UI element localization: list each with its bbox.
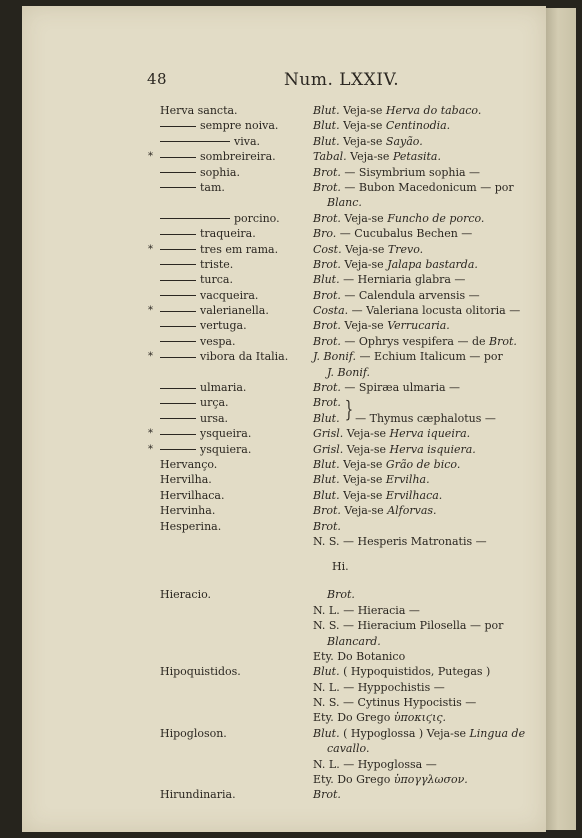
entry-reference [313, 618, 503, 633]
entry-term [160, 488, 224, 503]
entry-row [0, 226, 582, 241]
ditto-dash [160, 264, 196, 265]
source-abbreviation: Brot. [313, 519, 341, 533]
entry-term-text: vibora da Italia. [200, 350, 289, 364]
entry-term-text: viva. [234, 134, 261, 148]
ditto-dash [160, 434, 196, 435]
entry-reference [313, 603, 420, 618]
entry-term [160, 149, 276, 164]
entry-reference [313, 118, 450, 133]
entry-term-text: Hervinha. [160, 504, 216, 518]
entry-row [0, 149, 582, 164]
reference-text: Veja-se [344, 504, 384, 518]
entry-term-text: ulmaria. [200, 381, 247, 395]
cross-reference-term: cavallo. [327, 742, 370, 756]
ditto-dash [160, 187, 196, 188]
ditto-dash [160, 157, 196, 158]
entry-term [160, 211, 280, 226]
entry-term [160, 134, 260, 149]
source-abbreviation: Grisl. [313, 442, 344, 456]
entry-row [0, 426, 582, 441]
ditto-dash [160, 295, 196, 296]
entry-term [160, 180, 225, 195]
entry-reference [313, 318, 450, 333]
entry-reference [313, 710, 446, 725]
entry-term-text: vacqueira. [200, 288, 259, 302]
reference-text: N. S. — Hesperis Matronatis — [313, 534, 487, 548]
ditto-dash [160, 403, 196, 404]
cross-reference-term: Herva iqueira. [389, 427, 471, 441]
entry-term-text: tam. [200, 180, 225, 194]
section-heading: Hi. [332, 560, 349, 574]
entry-reference [313, 442, 476, 457]
asterisk-marker: * [148, 305, 153, 317]
entry-row [0, 664, 582, 679]
ditto-dash [160, 218, 230, 219]
entry-reference [313, 303, 520, 318]
cross-reference-term: Lingua de [469, 726, 526, 740]
entry-term [160, 318, 247, 333]
source-abbreviation: Blut. [313, 488, 340, 502]
ditto-dash [160, 126, 196, 127]
reference-text: — Sisymbrium sophia — [344, 165, 481, 179]
source-abbreviation: Brot. [313, 165, 341, 179]
cross-reference-term: J. Bonif. [327, 365, 371, 379]
reference-text: Veja-se [343, 134, 383, 148]
ditto-dash [160, 311, 196, 312]
entry-term-text: Hesperina. [160, 519, 222, 533]
reference-text: N. S. — Cytinus Hypocistis — [313, 696, 477, 710]
entry-reference [313, 664, 490, 679]
source-abbreviation: Brot. [313, 504, 341, 518]
entry-term-text: tres em rama. [200, 242, 279, 256]
reference-text: — Spiræa ulmaria — [344, 381, 461, 395]
cross-reference-term: Jalapa bastarda. [387, 257, 478, 271]
reference-text: — Bubon Macedonicum — por [344, 180, 514, 194]
reference-text: — Calendula arvensis — [344, 288, 480, 302]
source-abbreviation: Brot. [313, 334, 341, 348]
ditto-dash [160, 249, 196, 250]
reference-text: Ety. Do Grego [313, 711, 391, 725]
reference-text: Ety. Do Grego [313, 773, 391, 787]
entry-term-text: vertuga. [200, 319, 247, 333]
cross-reference-term: ὑποκιϛις. [393, 711, 447, 725]
entry-term [160, 165, 240, 180]
entry-term-text: Hirundinaria. [160, 788, 236, 802]
entry-term-text: porcino. [234, 211, 280, 225]
source-abbreviation: Blut. [313, 411, 340, 425]
entry-term-text: Hipoquistidos. [160, 665, 241, 679]
cross-reference-term: Verrucaria. [387, 319, 450, 333]
cross-reference-term: Herva do tabaco. [385, 104, 482, 117]
source-abbreviation: Blut. [313, 726, 340, 740]
source-abbreviation: Blut. [313, 473, 340, 487]
entry-term [160, 787, 236, 802]
entry-term [160, 118, 278, 133]
entry-reference [313, 772, 468, 787]
entry-reference [313, 457, 460, 472]
reference-text: Veja-se [346, 442, 387, 456]
entry-row [0, 503, 582, 518]
entry-term [160, 587, 211, 602]
entry-reference [313, 519, 341, 534]
cross-reference-term: Ervilhaca. [385, 488, 443, 502]
entry-reference [313, 695, 476, 710]
entry-term [160, 472, 212, 487]
cross-reference-term: Centinodia. [385, 119, 451, 133]
ditto-dash [160, 234, 196, 235]
entry-term-text: ysqueira. [200, 427, 252, 441]
ditto-dash [160, 341, 196, 342]
source-abbreviation: Blut. [313, 104, 340, 117]
entry-row [0, 303, 582, 318]
entry-term [160, 411, 228, 426]
entry-row [0, 772, 582, 787]
entry-reference [313, 680, 445, 695]
entry-reference [327, 634, 381, 649]
entry-term-text: turca. [200, 273, 233, 287]
cross-reference-term: ὑπογγλωσον. [393, 773, 468, 787]
entry-row [0, 710, 582, 725]
entry-row [0, 726, 582, 741]
cross-reference-term: Herva isquiera. [389, 442, 476, 456]
reference-text: Veja-se [344, 319, 384, 333]
entry-reference [313, 757, 437, 772]
cross-reference-term: Sayão. [385, 134, 423, 148]
cross-reference-term: Trevo. [387, 242, 424, 256]
entry-reference [313, 226, 472, 241]
entry-row [0, 680, 582, 695]
entry-row [0, 318, 582, 333]
entry-reference [313, 488, 442, 503]
entry-term [160, 726, 227, 741]
entry-term-text: vespa. [200, 334, 236, 348]
entry-reference [313, 334, 517, 349]
source-abbreviation: Grisl. [313, 427, 344, 441]
reference-text: — Echium Italicum — por [359, 350, 503, 364]
entry-term [160, 288, 258, 303]
cross-reference-term: Alforvas. [387, 504, 437, 518]
ditto-dash [160, 172, 196, 173]
entry-row [0, 211, 582, 226]
entry-term-text: urça. [200, 396, 229, 410]
entry-row [0, 365, 582, 380]
entry-reference [313, 288, 480, 303]
entry-row [0, 549, 582, 559]
source-abbreviation: Brot. [313, 288, 341, 302]
entry-row [0, 457, 582, 472]
ditto-dash [160, 449, 196, 450]
entry-row [0, 787, 582, 802]
source-abbreviation: Blut. [313, 273, 340, 287]
entry-term [160, 503, 215, 518]
entry-reference [327, 365, 370, 380]
entry-row [0, 165, 582, 180]
source-abbreviation: Bro. [313, 227, 337, 241]
entry-reference [313, 257, 478, 272]
source-abbreviation: Brot. [313, 211, 341, 225]
source-abbreviation: Costa. [313, 304, 349, 318]
reference-text: N. L. — Hypoglossa — [313, 757, 437, 771]
reference-text: — Thymus cæphalotus — [355, 411, 496, 425]
entry-row [0, 472, 582, 487]
ditto-dash [160, 141, 230, 142]
entry-row [0, 649, 582, 664]
asterisk-marker: * [148, 243, 153, 255]
reference-text: Veja-se [343, 104, 383, 117]
source-abbreviation: Blut. [313, 457, 340, 471]
entry-list [0, 103, 582, 803]
entry-term-text: sombreireira. [200, 150, 276, 164]
page-header [0, 70, 582, 92]
asterisk-marker: * [148, 351, 153, 363]
entry-reference [313, 472, 430, 487]
entry-row [0, 180, 582, 195]
reference-text: Veja-se [343, 488, 383, 502]
entry-term-text: sophia. [200, 165, 240, 179]
entry-term [160, 349, 288, 364]
entry-row [0, 257, 582, 272]
cross-reference-term: Grão de bico. [385, 457, 461, 471]
entry-row [0, 349, 582, 364]
entry-row [0, 577, 582, 587]
entry-row [0, 757, 582, 772]
ditto-dash [160, 357, 196, 358]
entry-row [0, 272, 582, 287]
entry-row [0, 334, 582, 349]
entry-row [0, 695, 582, 710]
reference-text: Veja-se [343, 473, 383, 487]
entry-term [160, 334, 235, 349]
reference-text: Veja-se [344, 211, 384, 225]
entry-reference [313, 503, 437, 518]
reference-text: — Ophrys vespifera — de [344, 334, 486, 348]
entry-reference [313, 411, 496, 426]
reference-text: Veja-se [343, 457, 383, 471]
source-abbreviation: Brot. [313, 381, 341, 395]
entry-row [0, 603, 582, 618]
entry-term-text: ursa. [200, 411, 229, 425]
source-abbreviation: Tabal. [313, 150, 347, 164]
entry-reference [313, 242, 423, 257]
entry-term [160, 664, 241, 679]
source-abbreviation: Blut. [313, 119, 340, 133]
cross-reference-term: Ervilha. [385, 473, 430, 487]
cross-reference-term: Blancard. [327, 634, 381, 648]
entry-row [0, 242, 582, 257]
source-abbreviation: Brot. [313, 319, 341, 333]
reference-text: Veja-se [344, 257, 384, 271]
entry-term-text: sempre noiva. [200, 119, 279, 133]
reference-text: Ety. Do Botanico [313, 649, 406, 663]
brace-glyph: } [344, 397, 354, 423]
entry-row [0, 103, 582, 118]
entry-term-text: traqueira. [200, 227, 256, 241]
entry-reference [327, 195, 362, 210]
entry-row [0, 618, 582, 633]
source-abbreviation: Cost. [313, 242, 342, 256]
cross-reference-term: Brot. [489, 334, 517, 348]
entry-term [160, 426, 251, 441]
entry-term [160, 395, 229, 410]
entry-term [160, 257, 233, 272]
entry-term-text: Hervilhaca. [160, 488, 225, 502]
entry-row [0, 442, 582, 457]
entry-reference [313, 272, 465, 287]
asterisk-marker: * [148, 443, 153, 455]
entry-row [0, 134, 582, 149]
reference-text: — Herniaria glabra — [343, 273, 466, 287]
entry-reference [327, 587, 355, 602]
reference-text: — Cucubalus Bechen — [339, 227, 473, 241]
reference-text: Veja-se [343, 119, 383, 133]
entry-term [160, 519, 221, 534]
entry-reference [313, 149, 441, 164]
source-abbreviation: J. Bonif. [313, 350, 357, 364]
entry-row [0, 519, 582, 534]
reference-text: Veja-se [350, 150, 390, 164]
source-abbreviation: Blut. [313, 134, 340, 148]
entry-reference [313, 103, 481, 118]
entry-reference [313, 349, 503, 364]
entry-term [160, 457, 217, 472]
entry-row [0, 395, 582, 410]
entry-term [160, 226, 256, 241]
entry-reference [327, 741, 369, 756]
entry-reference [313, 534, 487, 549]
page-number: 48 [147, 70, 168, 88]
entry-reference [313, 426, 470, 441]
entry-term [160, 303, 269, 318]
source-abbreviation: Brot. [327, 588, 355, 602]
entry-row [0, 195, 582, 210]
reference-text: ( Hypoquistidos, Putegas ) [343, 665, 491, 679]
cross-reference-term: Blanc. [327, 196, 362, 210]
entry-term [160, 442, 251, 457]
ditto-dash [160, 280, 196, 281]
entry-reference [313, 380, 460, 395]
entry-row [0, 634, 582, 649]
ditto-dash [160, 418, 196, 419]
entry-reference [313, 134, 423, 149]
reference-text: N. L. — Hyppochistis — [313, 680, 445, 694]
reference-text: Veja-se [346, 427, 387, 441]
entry-term [160, 242, 278, 257]
entry-term [160, 103, 238, 118]
entry-row [0, 559, 582, 577]
reference-text: ( Hypoglossa ) Veja-se [343, 726, 466, 740]
entry-reference [313, 211, 484, 226]
cross-reference-term: Petasita. [392, 150, 441, 164]
source-abbreviation: Brot. [313, 180, 341, 194]
asterisk-marker: * [148, 151, 153, 163]
entry-reference [313, 395, 341, 410]
entry-term-text: Hervanço. [160, 457, 218, 471]
reference-text: N. L. — Hieracia — [313, 603, 420, 617]
reference-text: Veja-se [345, 242, 385, 256]
entry-reference [313, 726, 525, 741]
entry-reference [313, 649, 405, 664]
entry-row [0, 488, 582, 503]
source-abbreviation: Brot. [313, 396, 341, 410]
entry-row [0, 534, 582, 549]
source-abbreviation: Brot. [313, 257, 341, 271]
reference-text: — Valeriana locusta olitoria — [351, 304, 521, 318]
entry-term-text: valerianella. [200, 304, 269, 318]
asterisk-marker: * [148, 428, 153, 440]
entry-row [0, 380, 582, 395]
entry-term-text: Herva sancta. [160, 104, 238, 117]
entry-term-text: Hervilha. [160, 473, 212, 487]
ditto-dash [160, 326, 196, 327]
entry-term-text: Hipogloson. [160, 726, 227, 740]
entry-row [0, 118, 582, 133]
entry-reference [313, 165, 480, 180]
cross-reference-term: Funcho de porco. [387, 211, 485, 225]
entry-row [0, 587, 582, 602]
entry-term-text: ysquiera. [200, 442, 252, 456]
source-abbreviation: Brot. [313, 788, 341, 802]
entry-row [0, 741, 582, 756]
reference-text: N. S. — Hieracium Pilosella — por [313, 619, 504, 633]
entry-term [160, 272, 233, 287]
entry-term [160, 380, 246, 395]
entry-term-text: Hieracio. [160, 588, 212, 602]
entry-reference [313, 787, 341, 802]
entry-term-text: triste. [200, 257, 234, 271]
source-abbreviation: Blut. [313, 665, 340, 679]
entry-reference [313, 180, 514, 195]
ditto-dash [160, 388, 196, 389]
running-title: Num. LXXIV. [284, 70, 400, 90]
entry-row [0, 288, 582, 303]
